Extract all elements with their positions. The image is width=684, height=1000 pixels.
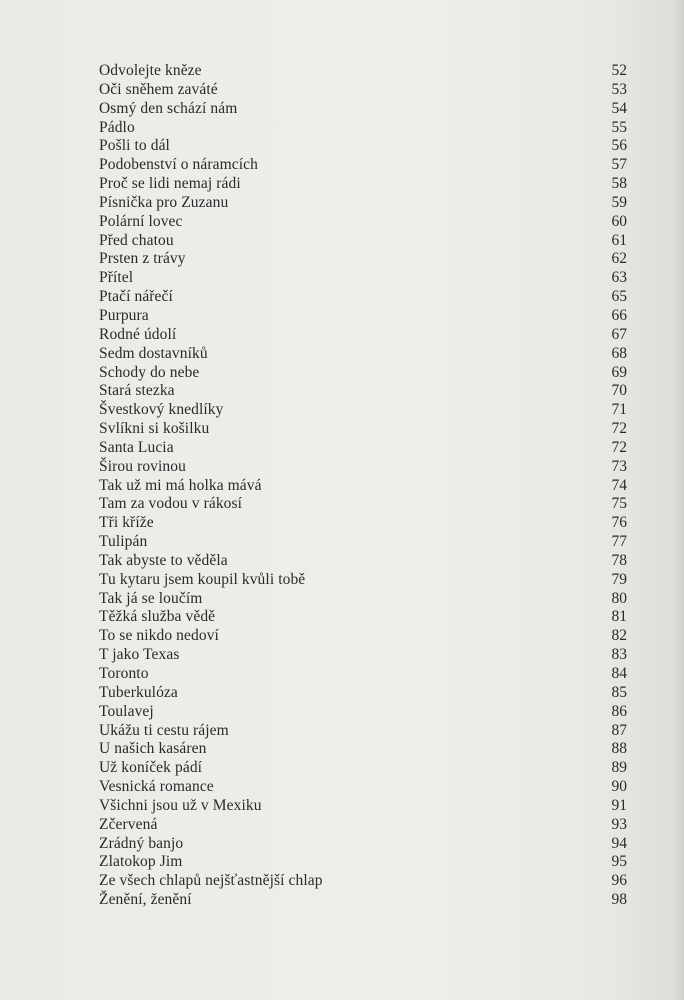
- toc-entry-title: Už koníček pádí: [99, 759, 203, 777]
- toc-entry-page-number: 52: [611, 62, 627, 79]
- toc-entry-page-number: 89: [611, 759, 627, 777]
- toc-entry-page-number: 54: [611, 99, 627, 117]
- toc-entry-page-number: 87: [611, 721, 627, 739]
- toc-entry: [99, 288, 627, 307]
- toc-entry: [99, 100, 627, 119]
- toc-entry-page-number: 70: [611, 382, 627, 400]
- toc-entry-title: Zlatokop Jim: [99, 853, 183, 871]
- toc-entry: [99, 627, 627, 646]
- toc-entry-page-number: 85: [611, 683, 627, 701]
- toc-entry: [99, 194, 627, 213]
- toc-entry-title: Podobenství o náramcích: [99, 156, 258, 174]
- toc-entry: [99, 853, 627, 872]
- toc-entry-title: Proč se lidi nemaj rádi: [99, 175, 241, 193]
- toc-entry-title: Tři kříže: [99, 514, 154, 532]
- toc-entry-title: Tak abyste to věděla: [99, 551, 228, 569]
- toc-entry-title: Osmý den schází nám: [99, 99, 238, 117]
- toc-entry-page-number: 69: [611, 363, 627, 381]
- toc-entry: [99, 740, 627, 759]
- toc-entry-title: Toulavej: [99, 702, 154, 720]
- toc-entry-title: Tak už mi má holka mává: [99, 476, 262, 494]
- toc-entry-page-number: 57: [611, 156, 627, 174]
- toc-entry: [99, 250, 627, 269]
- toc-entry-page-number: 95: [611, 853, 627, 871]
- toc-entry-page-number: 56: [611, 137, 627, 155]
- toc-entry-page-number: 94: [611, 834, 627, 852]
- toc-entry: [99, 872, 627, 891]
- toc-entry: [99, 156, 627, 175]
- toc-entry-title: Rodné údolí: [99, 325, 177, 343]
- toc-entry: [99, 401, 627, 420]
- toc-entry-title: Purpura: [99, 306, 149, 324]
- toc-entry-page-number: 81: [611, 608, 627, 626]
- toc-entry-page-number: 98: [611, 891, 627, 909]
- toc-entry-page-number: 68: [611, 344, 627, 362]
- toc-entry-title: Prsten z trávy: [99, 250, 186, 268]
- table-of-contents: [99, 62, 627, 910]
- toc-entry: [99, 232, 627, 251]
- toc-entry: [99, 458, 627, 477]
- toc-entry-title: Širou rovinou: [99, 457, 186, 475]
- toc-entry: [99, 213, 627, 232]
- toc-entry-page-number: 60: [611, 212, 627, 230]
- toc-entry: [99, 778, 627, 797]
- toc-entry: [99, 307, 627, 326]
- toc-entry-page-number: 77: [611, 533, 627, 551]
- toc-entry-page-number: 93: [611, 815, 627, 833]
- toc-entry-page-number: 63: [611, 269, 627, 287]
- toc-entry-page-number: 96: [611, 872, 627, 890]
- toc-entry-title: Odvolejte kněze: [99, 62, 202, 79]
- toc-entry-title: Pádlo: [99, 118, 135, 136]
- toc-entry-title: Zrádný banjo: [99, 834, 184, 852]
- toc-entry-title: Schody do nebe: [99, 363, 200, 381]
- toc-entry-title: Ptačí nářečí: [99, 288, 173, 306]
- toc-entry-page-number: 79: [611, 570, 627, 588]
- toc-entry-title: Písnička pro Zuzanu: [99, 193, 229, 211]
- toc-entry-title: Ženění, ženění: [99, 891, 192, 909]
- toc-entry: [99, 477, 627, 496]
- toc-entry-page-number: 66: [611, 306, 627, 324]
- toc-entry: [99, 269, 627, 288]
- toc-entry-page-number: 88: [611, 740, 627, 758]
- toc-entry-page-number: 59: [611, 193, 627, 211]
- toc-entry-page-number: 78: [611, 551, 627, 569]
- toc-entry-page-number: 53: [611, 80, 627, 98]
- toc-entry-title: Zčervená: [99, 815, 158, 833]
- toc-entry-title: Tulipán: [99, 533, 148, 551]
- toc-entry-title: To se nikdo nedoví: [99, 627, 219, 645]
- toc-entry: [99, 81, 627, 100]
- toc-entry: [99, 608, 627, 627]
- toc-entry-page-number: 55: [611, 118, 627, 136]
- toc-entry: [99, 684, 627, 703]
- toc-entry: [99, 835, 627, 854]
- toc-entry-page-number: 76: [611, 514, 627, 532]
- toc-entry: [99, 590, 627, 609]
- toc-entry: [99, 722, 627, 741]
- toc-entry-title: Švestkový knedlíky: [99, 401, 224, 419]
- toc-entry-page-number: 91: [611, 796, 627, 814]
- toc-entry-title: Tam za vodou v rákosí: [99, 495, 243, 513]
- toc-entry: [99, 345, 627, 364]
- toc-entry: [99, 420, 627, 439]
- toc-entry: [99, 514, 627, 533]
- toc-entry-title: Ukážu ti cestu rájem: [99, 721, 229, 739]
- toc-entry: [99, 646, 627, 665]
- toc-entry-page-number: 71: [611, 401, 627, 419]
- toc-entry-title: Všichni jsou už v Mexiku: [99, 796, 262, 814]
- toc-entry-page-number: 83: [611, 646, 627, 664]
- toc-entry: [99, 552, 627, 571]
- toc-entry-page-number: 65: [611, 288, 627, 306]
- toc-entry-page-number: 82: [611, 627, 627, 645]
- toc-entry-page-number: 74: [611, 476, 627, 494]
- toc-entry-title: Tak já se loučím: [99, 589, 203, 607]
- toc-entry-title: Svlíkni si košilku: [99, 420, 210, 438]
- toc-entry-title: T jako Texas: [99, 646, 180, 664]
- toc-entry-page-number: 75: [611, 495, 627, 513]
- toc-entry: [99, 495, 627, 514]
- toc-entry: [99, 137, 627, 156]
- toc-entry-page-number: 80: [611, 589, 627, 607]
- toc-entry-title: Santa Lucia: [99, 438, 174, 456]
- toc-entry: [99, 175, 627, 194]
- toc-entry-title: Před chatou: [99, 231, 174, 249]
- toc-entry: [99, 439, 627, 458]
- toc-entry-title: Těžká služba vědě: [99, 608, 216, 626]
- toc-entry: [99, 665, 627, 684]
- toc-entry-page-number: 61: [611, 231, 627, 249]
- toc-entry-page-number: 62: [611, 250, 627, 268]
- toc-entry: [99, 571, 627, 590]
- toc-entry: [99, 119, 627, 138]
- toc-entry-title: Stará stezka: [99, 382, 175, 400]
- toc-entry-title: Vesnická romance: [99, 778, 214, 796]
- toc-entry-title: Pošli to dál: [99, 137, 170, 155]
- toc-entry-page-number: 86: [611, 702, 627, 720]
- toc-entry: [99, 382, 627, 401]
- toc-entry-title: Ze všech chlapů nejšťastnější chlap: [99, 872, 323, 890]
- toc-entry: [99, 326, 627, 345]
- toc-entry-title: Sedm dostavníků: [99, 344, 208, 362]
- toc-entry-page-number: 84: [611, 665, 627, 682]
- toc-entry: [99, 759, 627, 778]
- toc-entry: [99, 797, 627, 816]
- toc-entry: [99, 62, 627, 81]
- toc-entry-title: Oči sněhem zaváté: [99, 80, 218, 98]
- toc-entry-title: Tuberkulóza: [99, 683, 178, 701]
- toc-entry-page-number: 72: [611, 420, 627, 438]
- toc-entry: [99, 816, 627, 835]
- toc-entry-page-number: 90: [611, 778, 627, 796]
- toc-entry-page-number: 72: [611, 438, 627, 456]
- toc-entry: [99, 533, 627, 552]
- toc-entry: [99, 364, 627, 383]
- toc-entry-page-number: 58: [611, 175, 627, 193]
- toc-entry: [99, 891, 627, 910]
- toc-entry-title: U našich kasáren: [99, 740, 207, 758]
- toc-entry-page-number: 67: [611, 325, 627, 343]
- toc-entry-title: Tu kytaru jsem koupil kvůli tobě: [99, 570, 306, 588]
- toc-entry: [99, 703, 627, 722]
- toc-entry-page-number: 73: [611, 457, 627, 475]
- toc-entry-title: Polární lovec: [99, 212, 183, 230]
- page-edge-shadow: [674, 0, 684, 1000]
- toc-entry-title: Přítel: [99, 269, 134, 287]
- toc-entry-title: Toronto: [99, 665, 149, 682]
